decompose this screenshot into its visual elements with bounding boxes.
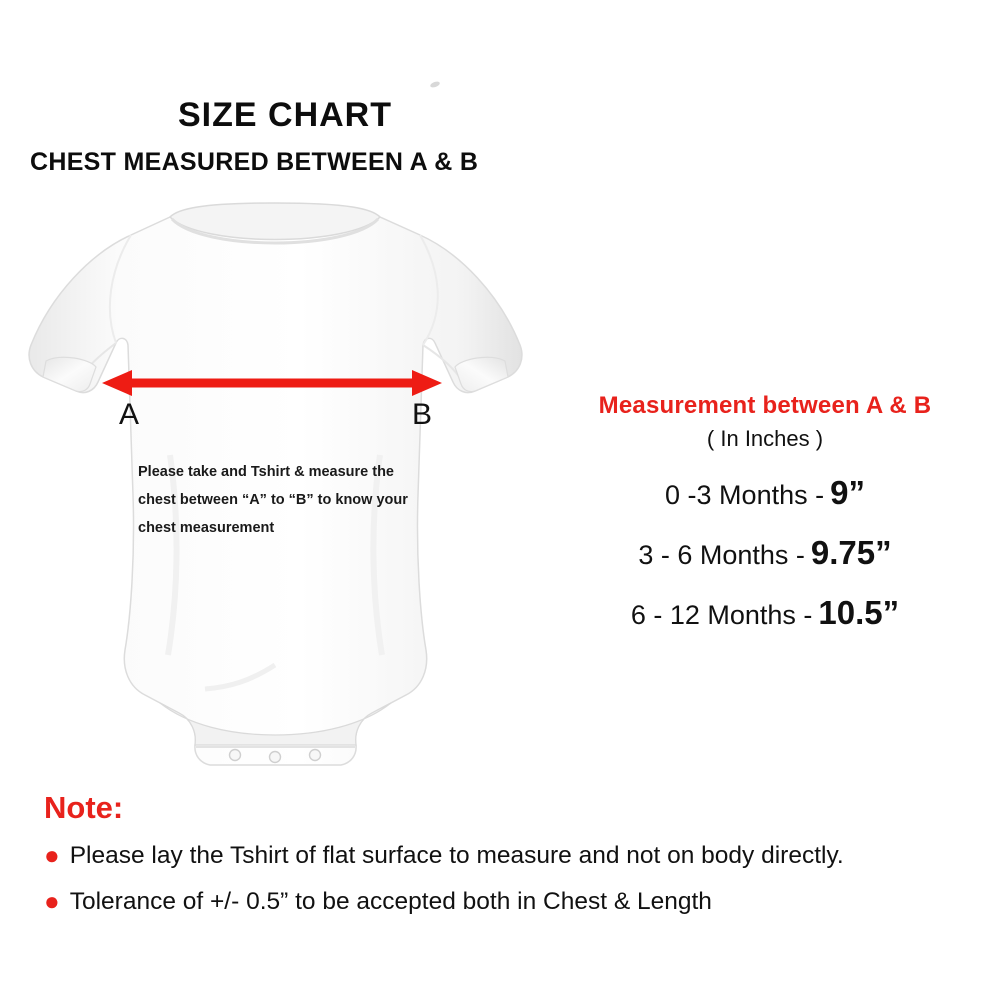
measurement-block: [540, 392, 990, 632]
image-speck-artifact: [429, 80, 440, 88]
measurement-row: [540, 594, 990, 632]
measurement-row: [540, 474, 990, 512]
page-title: SIZE CHART: [178, 96, 392, 134]
measurement-size-value: 10.5”: [818, 594, 900, 631]
measurement-arrow: [100, 368, 444, 398]
note-item: [44, 886, 994, 918]
note-item: [44, 840, 994, 872]
measurement-size-value: 9.75”: [810, 534, 892, 571]
bullet-icon: ●: [44, 886, 60, 916]
measurement-row: [540, 534, 990, 572]
measurement-size-label: 6 - 12 Months -: [630, 600, 813, 630]
measurement-size-value: 9”: [830, 474, 865, 511]
measurement-title: Measurement between A & B: [598, 392, 932, 419]
note-item-text: Tolerance of +/- 0.5” to be accepted both in Chest & Length: [69, 888, 712, 915]
point-b-label: B: [412, 398, 433, 431]
note-list: [44, 840, 994, 932]
measurement-unit: ( In Inches ): [706, 426, 824, 451]
note-title: Note:: [44, 790, 124, 825]
page-subtitle: CHEST MEASURED BETWEEN A & B: [30, 148, 479, 176]
point-a-label: A: [119, 398, 140, 431]
measurement-size-label: 3 - 6 Months -: [638, 540, 805, 570]
note-item-text: Please lay the Tshirt of flat surface to measure and not on body directly.: [69, 842, 844, 869]
measurement-size-label: 0 -3 Months -: [665, 480, 825, 510]
measurement-instruction: Please take and Tshirt & measure the chest between “A” to “B” to know your chest measurement: [138, 464, 408, 536]
bullet-icon: ●: [44, 840, 60, 870]
